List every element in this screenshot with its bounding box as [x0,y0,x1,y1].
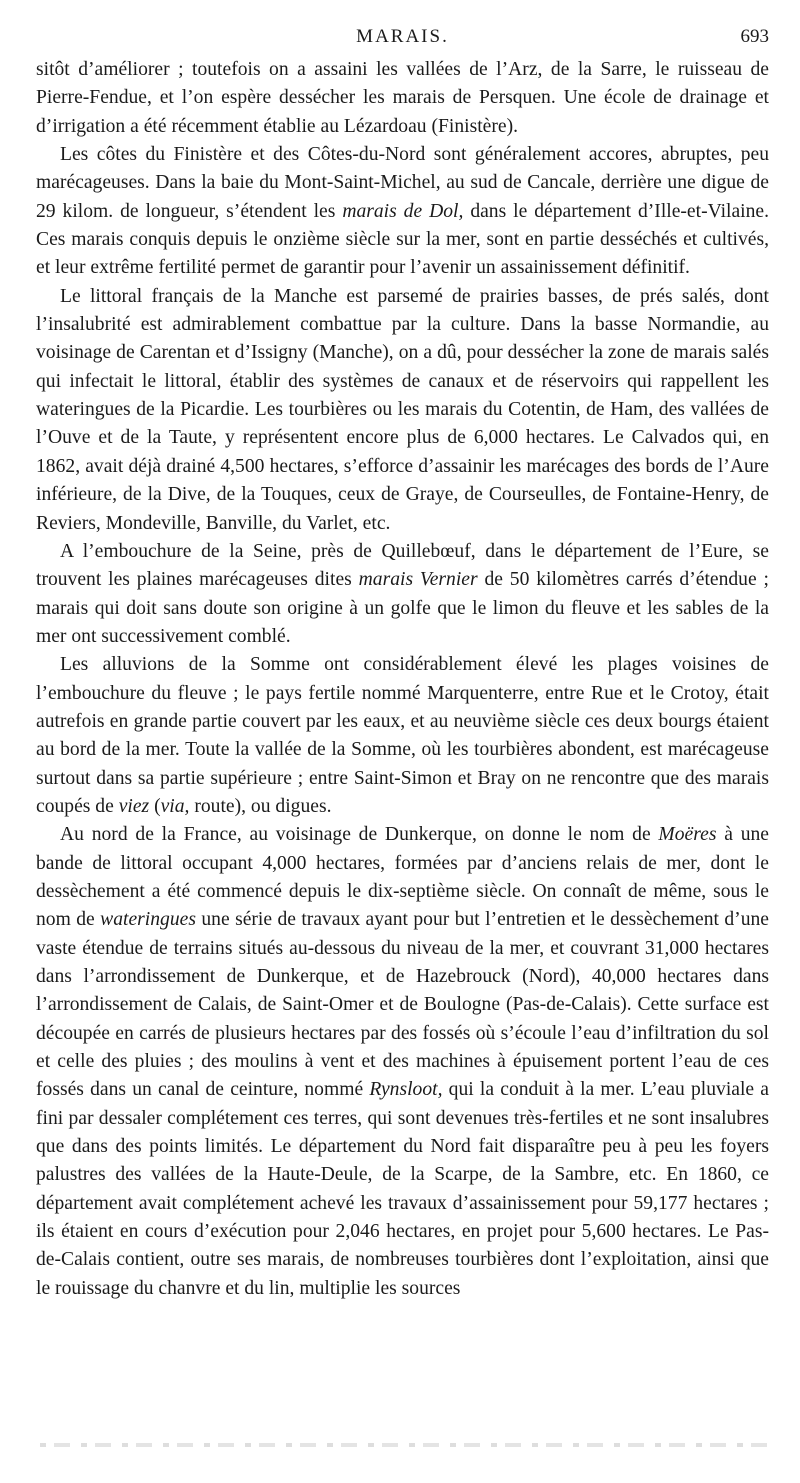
paragraph [36,283,769,538]
text-run: à une bande de littoral occupant 4,000 hectares, formées par d’anciens relais de mer, dont le dessèchement a été commencé depuis le dix-septième siècle. On connaît de même, sous le nom de [36,824,769,931]
text-run: Les côtes du Finistère et des Côtes-du-Nord sont généralement accores, abruptes, peu marécageuses. Dans la baie du Mont-Saint-Michel, au sud de Cancale, derrière une digue de 29 kilom. de longueur, s’étendent les [36,144,769,222]
scan-artifact-line [40,1443,770,1447]
text-run: Au nord de la France, au voisinage de Dunkerque, on donne le nom de [60,824,659,846]
book-page [36,26,769,1303]
paragraph [36,651,769,821]
italic-term: marais Vernier [358,569,478,591]
italic-term: wateringues [100,909,196,931]
text-run: une série de travaux ayant pour but l’entretien et le dessèchement d’une vaste étendue de terrains situés au-dessous du niveau de la mer, et couvrant 31,000 hectares dans l’arrondissement de Dunkerque, et de Hazebrouck (Nord), 40,000 hectares dans l’arrondissement de Calais, de Saint-Omer et de Boulogne (Pas-de-Calais). Cette surface est découpée en carrés de plusieurs hectares par des fossés où s’écoule l’eau d’infiltration du sol et celle des pluies ; des moulins à vent et des machines à épuisement portent l’eau de ces fossés dans un canal de ceinture, nommé [36,909,769,1101]
paragraph [36,538,769,651]
paragraph [36,56,769,141]
text-run: de 50 kilomètres carrés d’étendue ; marais qui doit sans doute son origine à un golfe que le limon du fleuve et les sables de la mer ont successivement comblé. [36,569,769,647]
body-text [36,56,769,1303]
text-run: dans le département d’Ille-et-Vilaine. Ces marais conquis depuis le onzième siècle sur la mer, sont en partie desséchés et cultivés, et leur extrême fertilité permet de garantir pour l’avenir un assainissement définitif. [36,200,769,279]
running-head [36,26,769,56]
italic-term: Moëres [658,824,717,846]
text-run: Les alluvions de la Somme ont considérablement élevé les plages voisines de l’embouchure du fleuve ; le pays fertile nommé Marquenterre, entre Rue et le Crotoy, était autrefois en grande partie couvert par les eaux, et au neuvième siècle ces deux bourgs étaient au bord de la mer. Toute la vallée de la Somme, où les tourbières abondent, est marécageuse surtout dans sa partie supérieure ; entre Saint-Simon et Bray on ne rencontre que des marais coupés de [36,654,769,817]
text-run: Le littoral français de la Manche est parsemé de prairies basses, de prés salés, dont l’insalubrité est admirablement combattue par la culture. Dans la basse Normandie, au voisinage de Carentan et d’Issigny (Manche), on a dû, pour dessécher la zone de marais salés qui infectait le littoral, établir des systèmes de canaux et de réservoirs qui rappellent les wateringues de la Picardie. Les tourbières ou les marais du Cotentin, de Ham, des vallées de l’Ouve et de la Taute, y représentent encore plus de 6,000 hectares. Le Calvados qui, en 1862, avait déjà drainé 4,500 hectares, s’efforce d’assainir les marécages des bords de l’Aure inférieure, de la Dive, de la Touques, ceux de Graye, de Courseulles, de Fontaine-Henry, de Reviers, Mondeville, Banville, du Varlet, etc. [36,285,769,534]
text-run: qui la conduit à la mer. L’eau pluviale a fini par dessaler complétement ces terres, qui sont devenues très-fertiles et ne sont insalubres que dans des points limités. Le département du Nord fait disparaître peu à peu les foyers palustres des vallées de la Haute-Deule, de la Scarpe, de la Sambre, etc. En 1860, ce département avait complétement achevé les travaux d’assainissement pour 59,177 hectares ; ils étaient en cours d’exécution pour 2,046 hectares, en projet pour 5,600 hectares. Le Pas-de-Calais contient, outre ses marais, de nombreuses tourbières dont l’exploitation, ainsi que le rouissage du chanvre et du lin, multiplie les sources [36,1079,769,1299]
italic-term: Rynsloot, [369,1079,443,1101]
italic-term: viez [118,795,150,817]
italic-term: via, [160,795,190,817]
paragraph [36,141,769,283]
text-run: ( [149,795,161,817]
running-title: MARAIS. [356,26,449,47]
text-run: A l’embouchure de la Seine, près de Quillebœuf, dans le département de l’Eure, se trouvent les plaines marécageuses dites [36,540,769,591]
text-run: sitôt d’améliorer ; toutefois on a assaini les vallées de l’Arz, de la Sarre, le ruisseau de Pierre-Fendue, et l’on espère dessécher les marais de Persquen. Une école de drainage et d’irrigation a été récemment établie au Lézardoau (Finistère). [36,59,769,137]
paragraph [36,821,769,1303]
italic-term: marais de Dol, [342,200,464,222]
text-run: route), ou digues. [189,795,332,817]
page-number: 693 [740,26,769,47]
